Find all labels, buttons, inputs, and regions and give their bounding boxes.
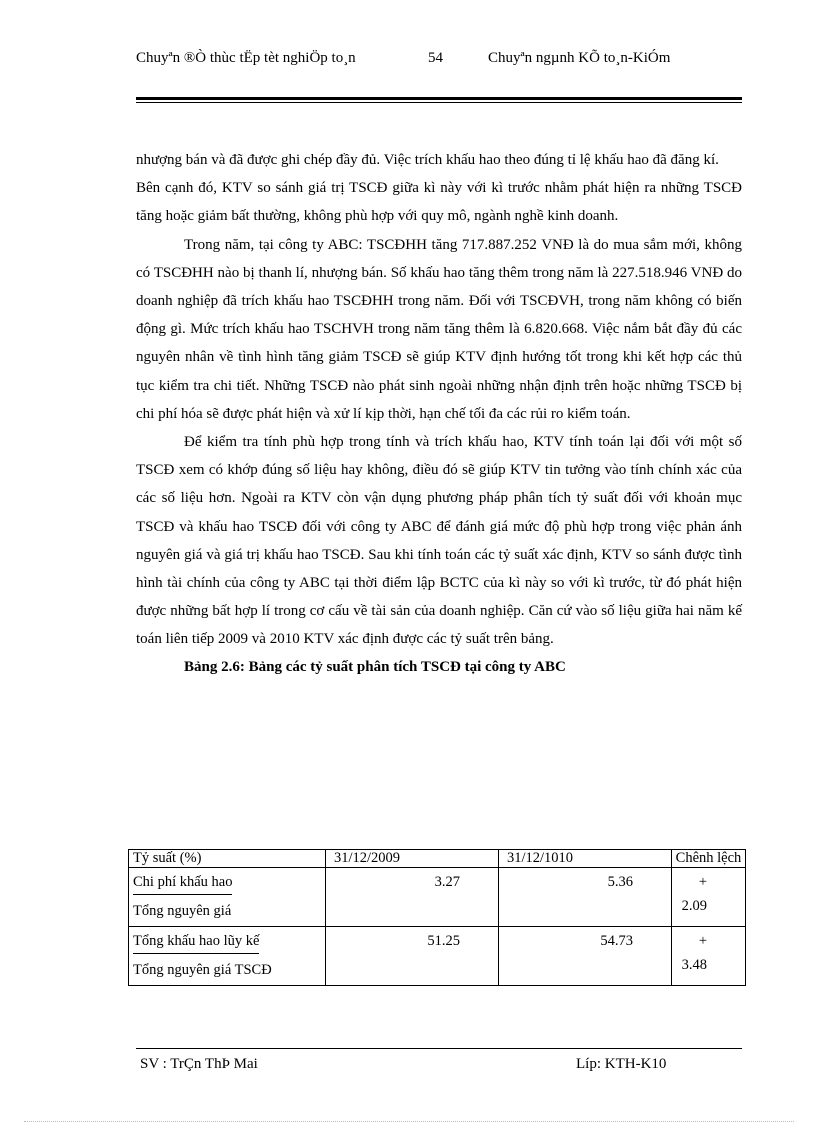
value-2009-text: 3.27	[434, 874, 460, 890]
footer-class: Líp: KTH-K10	[576, 1056, 667, 1072]
table-row	[129, 868, 746, 927]
ratio-fraction	[133, 868, 325, 926]
value-difference-text: + 3.48	[681, 933, 707, 973]
footer-rule	[136, 1048, 742, 1049]
header-ratio: Tỷ suất (%)	[129, 850, 326, 868]
value-2010	[499, 868, 672, 927]
value-difference	[672, 927, 746, 986]
value-difference-text: + 2.09	[681, 874, 707, 914]
value-2009	[326, 927, 499, 986]
page-number: 54	[428, 50, 443, 66]
header-rule-thin	[136, 102, 742, 103]
paragraph-3: Trong năm, tại công ty ABC: TSCĐHH tăng 717.887.252 VNĐ là do mua sắm mới, không có TSCĐHH nào bị thanh lí, nhượng bán. Số khấu hao tăng thêm trong năm là 227.518.946 VNĐ do doanh nghiệp đã trích khấu hao TSCĐHH trong năm. Đối với TSCĐVH, trong năm không có biến động gì. Mức trích khấu hao TSCHVH trong năm tăng thêm là 6.820.668. Việc nắm bắt đầy đủ các nguyên nhân về tình hình tăng giảm TSCĐ sẽ giúp KTV định hướng tốt trong khi kết hợp các thủ tục kiểm tra chi tiết. Những TSCĐ nào phát sinh ngoài những nhận định trên hoặc những TSCĐ bị chi phí hóa sẽ được phát hiện và xử lí kịp thời, hạn chế tối đa các rủi ro kiểm toán.	[136, 236, 742, 422]
page-edge-divider	[24, 1121, 794, 1122]
ratio-denominator: Tổng nguyên giá TSCĐ	[133, 962, 272, 978]
ratio-table	[128, 849, 746, 986]
value-2010-text: 54.73	[600, 933, 633, 949]
header-2009: 31/12/2009	[326, 850, 499, 868]
paragraph-4: Để kiểm tra tính phù hợp trong tính và trích khấu hao, KTV tính toán lại đối với một số TSCĐ xem có khớp đúng số liệu hay không, điều đó sẽ giúp KTV tin tưởng vào tính chính xác của các số liệu hơn. Ngoài ra KTV còn vận dụng phương pháp phân tích tỷ suất đối với khoản mục TSCĐ và khấu hao TSCĐ đối với công ty ABC để đánh giá mức độ phù hợp trong việc phản ánh nguyên giá và giá trị khấu hao TSCĐ. Sau khi tính toán các tỷ suất xác định, KTV so sánh được tình hình tài chính của công ty ABC tại thời điểm lập BCTC của kì này so với kì trước, từ đó phát hiện được những bất hợp lí trong cơ cấu về tài sản của doanh nghiệp. Căn cứ vào số liệu giữa hai năm kế toán liên tiếp 2009 và 2010 KTV xác định được các tỷ suất trên bảng.	[136, 434, 742, 648]
table-header-row	[129, 850, 746, 868]
value-2010	[499, 927, 672, 986]
ratio-cell	[129, 927, 326, 986]
header-left-title: Chuyªn ®Ò thùc tËp tèt nghiÖp to¸n	[136, 50, 356, 66]
ratio-numerator: Chi phí khấu hao	[133, 870, 232, 895]
ratio-denominator: Tổng nguyên giá	[133, 903, 232, 919]
header-difference: Chênh lệch	[672, 850, 746, 868]
paragraph-2: Bên cạnh đó, KTV so sánh giá trị TSCĐ giữa kì này với kì trước nhằm phát hiện ra những TSCĐ tăng hoặc giảm bất thường, không phù hợp với quy mô, ngành nghề kinh doanh.	[136, 180, 742, 225]
footer-student: SV : TrÇn ThÞ Mai	[140, 1056, 258, 1072]
header-2010: 31/12/1010	[499, 850, 672, 868]
value-2009-text: 51.25	[427, 933, 460, 949]
value-difference	[672, 868, 746, 927]
ratio-fraction	[133, 927, 325, 985]
header-right-title: Chuyªn ngµnh KÕ to¸n-KiÓm	[488, 50, 671, 66]
ratio-numerator: Tổng khấu hao lũy kế	[133, 929, 259, 954]
table-row	[129, 927, 746, 986]
ratio-cell	[129, 868, 326, 927]
table-caption: Bảng 2.6: Bảng các tỷ suất phân tích TSCĐ tại công ty ABC	[184, 658, 566, 675]
value-2009	[326, 868, 499, 927]
page-footer	[140, 1056, 740, 1073]
document-body	[136, 146, 742, 680]
header-rule-thick	[136, 97, 742, 100]
paragraph-1: nhượng bán và đã được ghi chép đầy đủ. Việc trích khấu hao theo đúng tỉ lệ khấu hao đã đăng kí.	[136, 152, 719, 168]
value-2010-text: 5.36	[607, 874, 633, 890]
